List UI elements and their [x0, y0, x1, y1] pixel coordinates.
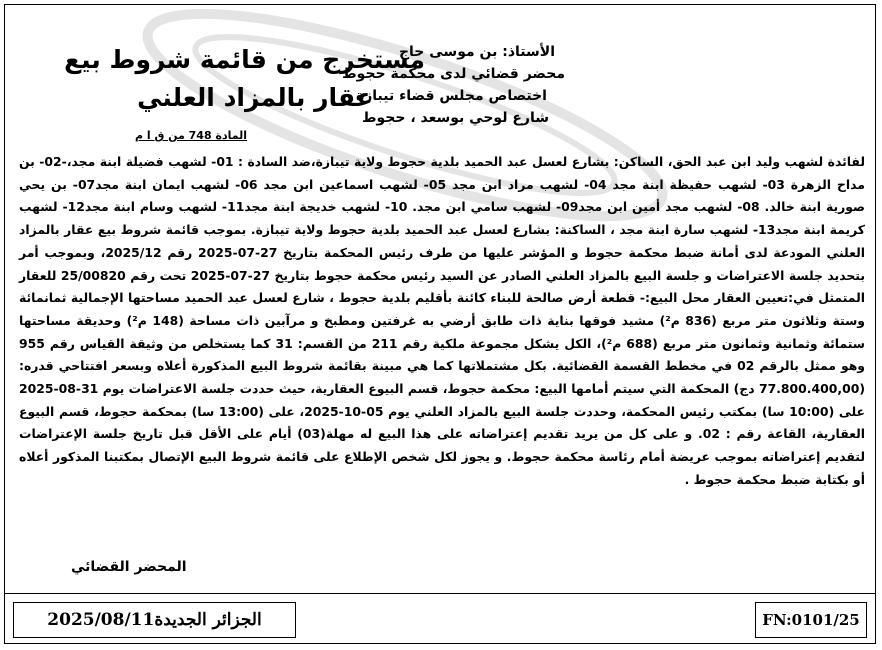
file-number-box: FN:0101/25 — [755, 602, 867, 638]
newspaper-date-box: الجزائر الجديدة2025/08/11 — [13, 602, 296, 638]
legal-article-reference: المادة 748 من ق ا م — [134, 129, 247, 142]
signature-line: المحضر القضائي — [71, 559, 187, 575]
announcement-title-block — [45, 45, 425, 145]
announcement-frame — [4, 4, 876, 644]
announcement-title-line2: عقار بالمزاد العلني — [137, 83, 373, 112]
announcement-body — [19, 151, 865, 492]
bailiff-position: محضر قضائي لدى محكمة حجوط — [342, 66, 565, 82]
bailiff-address: شارع لوحي بوسعد ، حجوط — [361, 110, 549, 126]
announcement-paragraph: لفائدة لشهب وليد ابن عبد الحق، الساكن: بشارع لعسل عبد الحميد بلدية حجوط ولاية تيبازة،ضد السادة : 01- لشهب فضيلة ابنة مجد،-02- بن مداح الزهرة 03- لشهب حفيظة ابنة مجد 04- لشهب مراد ابن مجد 05- لشهب اسماعين ابن مجد 06- لشهب ايمان ابنة مجد07- بن يحي صورية ابنة خالد. 08- لشهب مجد أمين ابن مجد09- لشهب سامي ابن مجد. 10- لشهب خديجة ابنة مجد11- لشهب وسام ابنة مجد12- لشهب كريمة ابنة مجد13- لشهب سارة ابنة مجد ، الساكنة: بشارع لعسل عبد الحميد بلدية حجوط ولاية تيبازة. بموجب قائمة شروط بيع عقار بالمزاد العلني المودعة لدى أمانة ضبط محكمة حجوط و المؤشر عليها من طرف رئيس المحكمة بتاريخ 27-07-2025 رقم 2025/12، وبموجب أمر بتحديد جلسة الاعتراضات و جلسة البيع بالمزاد العلني الصادر عن السيد رئيس محكمة حجوط بتاريخ 27-07-2025 تحت رقم 25/00820 للعقار المتمثل في:تعيين العقار محل البيع:- قطعة أرض صالحة للبناء كائنة بأقليم بلدية حجوط ، شارع لعسل عبد الحميد مساحتها الإجمالية ثمانمائة وستة وثلاثون متر مربع (836 م²) مشيد فوقها بناية ذات طابق أرضي به غرفتين ومطبخ و مرآبين ذات مساحة (148 م²) وحديقة مساحتها ستمائة وثمانية وثمانون متر مربع (688 م²)، الكل يشكل مجموعة ملكية رقم 211 من القسم: 31 كما يستخلص من وثيقة القياس رقم 955 وهو ممثل بالرقم 02 في مخطط القسمة القضائية. بكل مشتملاتها كما هي مبينة بقائمة شروط البيع المذكورة أعلاه وبسعر افتتاحي قدره: (77.800.400,00 دج) المحكمة التي سيتم أمامها البيع: محكمة حجوط، قسم البيوع العقارية، حيث حددت جلسة الاعتراضات يوم 31-08-2025 على (10:00 سا) بمكتب رئيس المحكمة، وحددت جلسة البيع بالمزاد العلني يوم 05-10-2025، على (13:00 سا) بمحكمة حجوط، قسم البيوع العقارية، القاعة رقم : 02. و على كل من يريد تقديم إعتراضاته على هذا البيع له مهلة(03) أيام على الأقل قبل تاريخ جلسة الإعتراضات لتقديم إعتراضاته بموجب عريضة أمام رئاسة محكمة حجوط. و يجوز لكل شخص الإطلاع على قائمة شروط البيع الإتصال بمكتبنا المذكور أعلاه أو بكتابة ضبط محكمة حجوط . — [19, 154, 866, 487]
bailiff-name: الأستاذ: بن موسى حاج — [398, 44, 555, 60]
footer-divider — [5, 593, 875, 594]
bailiff-jurisdiction: اختصاص مجلس قضاء تيبازة — [355, 88, 547, 104]
announcement-title-line1: مستخرج من قائمة شروط بيع — [64, 45, 425, 74]
